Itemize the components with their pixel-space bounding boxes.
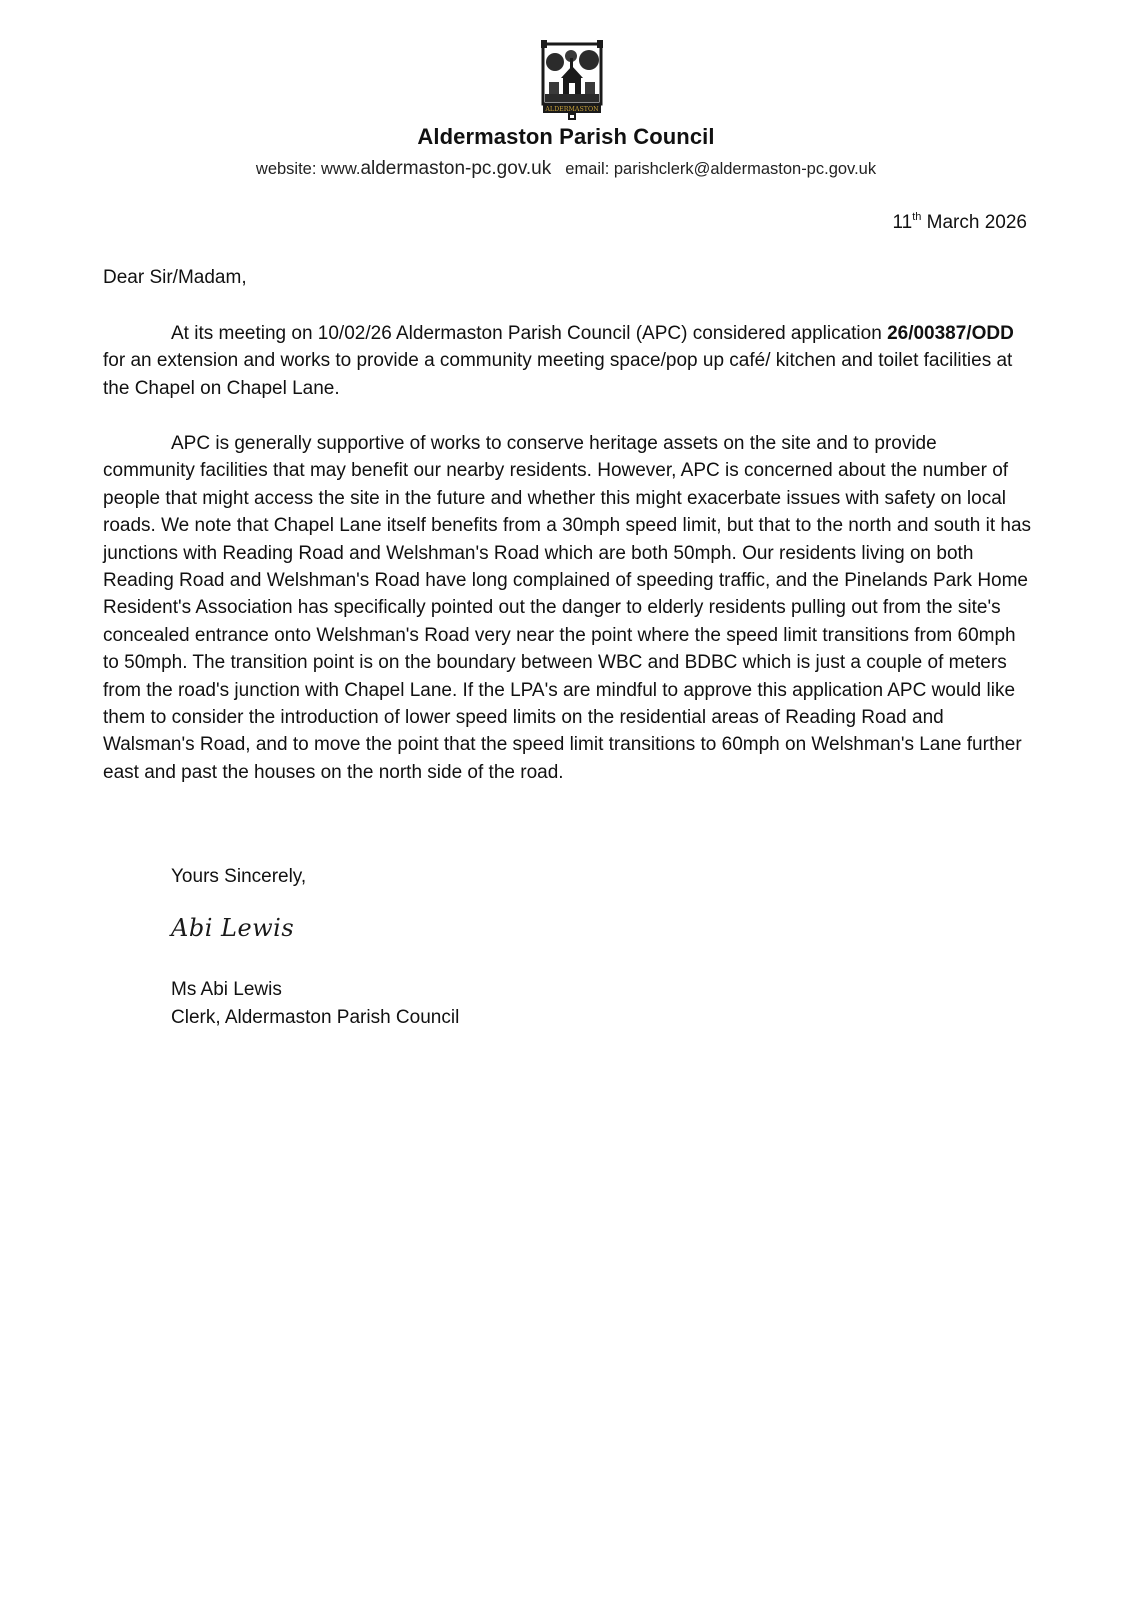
paragraph-application bbox=[103, 320, 1033, 402]
parish-crest-logo bbox=[541, 38, 605, 120]
closing: Yours Sincerely, bbox=[171, 866, 307, 887]
signer-name: Ms Abi Lewis bbox=[171, 979, 282, 1000]
letter-date bbox=[892, 212, 1027, 234]
village-sign-icon bbox=[541, 38, 605, 120]
application-reference: 26/00387/ODD bbox=[887, 323, 1014, 344]
signer-title: Clerk, Aldermaston Parish Council bbox=[171, 1007, 460, 1028]
date-month-year: March 2026 bbox=[921, 212, 1027, 233]
paragraph-intro: At its meeting on 10/02/26 Aldermaston Parish Council (APC) considered application bbox=[171, 323, 888, 344]
paragraph-concerns: APC is generally supportive of works to conserve heritage assets on the site and to provide community facilities that may benefit our nearby residents. However, APC is concerned about the number of people that might access the site in the future and whether this might exacerbate issues with safety on local roads. We note that Chapel Lane itself benefits from a 30mph speed limit, but that to the north and south it has junctions with Reading Road and Welshman's Road which are both 50mph. Our residents living on both Reading Road and Welshman's Road have long complained of speeding traffic, and the Pinelands Park Home Resident's Association has specifically pointed out the danger to elderly residents pulling out from the site's concealed entrance onto Welshman's Road very near the point where the speed limit transitions from 60mph to 50mph. The transition point is on the boundary between WBC and BDBC which is just a couple of meters from the road's junction with Chapel Lane. If the LPA's are mindful to approve this application APC would like them to consider the introduction of lower speed limits on the residential areas of Reading Road and Walsman's Road, and to move the point that the speed limit transitions to 60mph on Welshman's Lane further east and past the houses on the north side of the road. bbox=[103, 433, 1032, 783]
crest-label: ALDERMASTON bbox=[545, 106, 599, 113]
date-day: 11 bbox=[892, 212, 913, 233]
organisation-name: Aldermaston Parish Council bbox=[417, 124, 715, 149]
date-suffix: th bbox=[912, 211, 922, 223]
email-label: email: parishclerk@aldermaston-pc.gov.uk bbox=[565, 160, 877, 178]
website-domain: aldermaston-pc.gov.uk bbox=[360, 158, 552, 179]
website-label: website: www. bbox=[255, 160, 361, 178]
salutation: Dear Sir/Madam, bbox=[103, 267, 247, 288]
contact-line bbox=[0, 158, 1132, 180]
handwritten-signature: Abi Lewis bbox=[171, 914, 295, 942]
paragraph-rest: for an extension and works to provide a community meeting space/pop up café/ kitchen and toilet facilities at the Chapel on Chapel Lane. bbox=[103, 350, 1013, 399]
